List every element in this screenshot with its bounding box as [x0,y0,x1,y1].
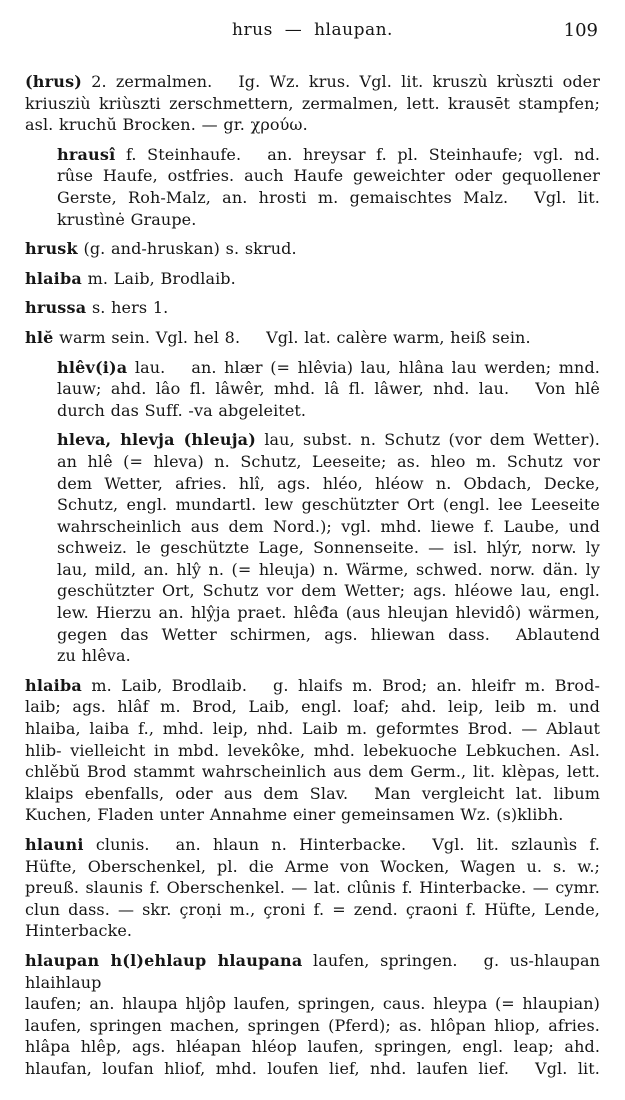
text-run: s. hers 1. [86,298,169,318]
text-line [57,400,600,422]
text-run: f. Steinhaufe. [115,144,242,164]
text-run: kriusziù kriùszti zerschmettern, zermalmen, lett. krausēt stampfen; [25,93,600,113]
text-run: lew. Hierzu an. hlŷja praet. hlêđa (aus hleujan hlevidô) wärmen, [57,603,600,623]
text-run: 2. zermalmen. [82,72,213,91]
page-number: 109 [563,20,598,41]
text-line [25,1058,600,1080]
text-line [57,144,600,166]
entry-hlevia [25,357,600,422]
text-line [25,675,600,697]
headword: hlêv(i)a [57,357,128,377]
entry-hlaiba-2 [25,675,600,826]
text-run: hlaiba, laiba f., mhd. leip, nhd. Laib m. geformtes Brod. — Ablaut [25,719,600,739]
section-gap [509,378,535,400]
text-run: Hinterbacke. [25,921,133,941]
text-run: laib; ags. hlâf m. Brod, Laib, engl. loaf; ahd. leip, leib m. und [25,697,600,717]
entry-hlaupan [25,950,600,1080]
text-run: Hüfte, Oberschenkel, pl. die Arme von Wocken, Wagen u. s. w.; [25,856,600,876]
text-run: preuß. slaunis f. Oberschenkel. — lat. clûnis f. Hinterbacke. — cymr. [25,878,600,898]
text-run: clunis. [83,835,150,854]
text-line [57,602,600,624]
text-run: rûse Haufe, ostfries. auch Haufe geweichter oder gequollener [57,166,600,186]
text-run: lau. [127,357,166,377]
text-run: hlâpa hlêp, ags. hléapan hléop laufen, springen, engl. leap; ahd. [25,1037,600,1057]
section-gap [212,71,238,93]
entry-hle [25,327,600,349]
text-line [25,899,600,921]
text-run: an. hreysar f. pl. Steinhaufe; vgl. nd. [267,144,601,164]
text-line [25,718,600,740]
text-run: Man vergleicht lat. libum [374,783,601,803]
text-run: chlěbŭ Brod stammt wahrscheinlich aus dem Germ., lit. klèpas, lett. [25,762,600,782]
section-gap [490,624,516,646]
headword: hlaiba [25,268,82,288]
text-line [25,71,600,93]
headword: hlauni [25,835,84,854]
text-run: klaips ebenfalls, oder aus dem Slav. [25,783,349,803]
text-line [57,494,600,516]
text-run: g. us-hlaupan hlaihlaup [25,950,600,992]
text-line [57,357,600,379]
text-run: g. hlaifs m. Brod; an. hleifr m. Brod- [273,675,600,695]
text-run: laufen; an. hlaupa hljôp laufen, springen, caus. hleypa (= hlaupian) [25,994,600,1014]
text-line [57,378,600,400]
text-run: (g. and-hruskan) s. skrud. [77,239,297,259]
text-run: Schutz, engl. mundartl. lew geschützter Ort (engl. lee Leeseite [57,495,600,515]
section-gap [165,357,191,379]
text-run: clun dass. — skr. çroṇi m., çroni f. = zend. çraoni f. Hüfte, Lende, [25,899,600,919]
text-line [57,645,600,667]
section-gap [406,834,432,856]
text-line [25,238,600,260]
text-run: wahrscheinlich aus dem Nord.); vgl. mhd. liewe f. Laube, und [57,516,600,536]
text-line [25,834,600,856]
text-line [57,559,600,581]
text-run: m. Laib, Brodlaib. [81,675,248,695]
text-line [25,1015,600,1037]
text-run: hlib- vielleicht in mbd. levekôke, mhd. lebekuoche Lebkuchen. Asl. [25,740,600,760]
text-line [25,877,600,899]
section-gap [508,187,534,209]
text-line [25,856,600,878]
text-run: Vgl. lit. [535,1058,600,1078]
headword: hrussa [25,298,87,318]
headword: hleva, hlevja (hleuja) [57,430,257,450]
text-run: asl. kruchŭ Brocken. — gr. χρούω. [25,115,308,135]
section-gap [348,783,374,805]
text-line [25,804,600,826]
text-line [57,580,600,602]
text-line [25,327,600,349]
section-gap [458,950,484,972]
headword: hlaiba [25,675,82,695]
text-line [25,950,600,993]
running-head [25,20,600,44]
text-line [25,920,600,942]
text-run: dem Wetter, afries. hlî, ags. hléo, hléow n. Obdach, Decke, [57,473,600,493]
text-line [57,624,600,646]
text-run: zu hlêva. [57,646,131,666]
entry-hrausi [25,144,600,230]
text-run: an hlê (= hleva) n. Schutz, Leeseite; as. hleo m. Schutz vor [57,451,600,471]
headword: hrausî [57,144,116,164]
text-run: an. hlær (= hlêvia) lau, hlâna lau werden; mnd. [191,357,600,377]
text-line [25,114,600,136]
text-run: Gerste, Roh-Malz, an. hrosti m. gemaischtes Malz. [57,187,509,207]
text-line [25,297,600,319]
text-run: krustìnė Graupe. [57,209,197,229]
entry-hrusk [25,238,600,260]
text-run: Vgl. lit. szlaunìs f. [432,835,600,854]
text-line [57,451,600,473]
text-run: Vgl. lat. calère warm, heiß sein. [266,327,531,347]
text-line [25,761,600,783]
text-line [25,993,600,1015]
text-run: schweiz. le geschützte Lage, Sonnenseite. — isl. hlýr, norw. ly [57,538,600,558]
text-line [57,165,600,187]
text-line [25,268,600,290]
text-line [57,516,600,538]
section-gap [240,327,266,349]
text-run: gegen das Wetter schirmen, ags. hliewan dass. [57,624,490,644]
text-run: hlaufan, loufan hliof, mhd. loufen lief, nhd. laufen lief. [25,1058,510,1078]
headword: (hrus) [25,72,83,91]
text-run: durch das Suff. -va abgeleitet. [57,400,307,420]
text-line [25,783,600,805]
text-run: an. hlaun n. Hinterbacke. [175,835,407,854]
entry-hlaiba-1 [25,268,600,290]
text-run: Von hlê [535,379,600,399]
text-line [25,1036,600,1058]
entry-hrussa [25,297,600,319]
text-run: Ig. Wz. krus. Vgl. lit. kruszù krùszti oder [238,72,600,91]
text-run: warm sein. Vgl. hel 8. [53,327,241,347]
text-line [57,429,600,451]
text-run: lau, mild, an. hlŷ n. (= hleuja) n. Wärme, schwed. norw. dän. ly [57,559,600,579]
section-gap [509,1058,535,1080]
text-run: geschützter Ort, Schutz vor dem Wetter; ags. hléowe lau, engl. [57,581,600,601]
section-gap [241,144,267,166]
entry-hlauni [25,834,600,942]
text-run: Vgl. lit. [534,187,600,207]
section-gap [150,834,176,856]
headword: hlĕ [25,327,54,347]
text-run: lauw; ahd. lâo fl. lâwêr, mhd. lâ fl. lâwer, nhd. lau. [57,379,510,399]
entry-hleva [25,429,600,667]
text-run: lau, subst. n. Schutz (vor dem Wetter). [256,430,600,450]
text-line [25,740,600,762]
text-run: laufen, springen. [302,950,458,970]
text-line [25,93,600,115]
running-title: hrus — hlaupan. [232,20,393,40]
text-line [25,696,600,718]
text-line [57,187,600,209]
headword: hrusk [25,239,78,259]
text-run: Ablautend [515,624,600,644]
entry-hrus [25,71,600,136]
text-line [57,537,600,559]
text-line [57,209,600,231]
text-body [25,71,600,1080]
text-run: laufen, springen machen, springen (Pferd); as. hlôpan hliop, afries. [25,1015,600,1035]
section-gap [247,675,273,697]
text-line [57,473,600,495]
headword: hlaupan h(l)ehlaup hlaupana [25,950,303,970]
text-run: Kuchen, Fladen unter Annahme einer gemeinsamen Wz. (s)klibh. [25,805,564,825]
text-run: m. Laib, Brodlaib. [81,268,236,288]
